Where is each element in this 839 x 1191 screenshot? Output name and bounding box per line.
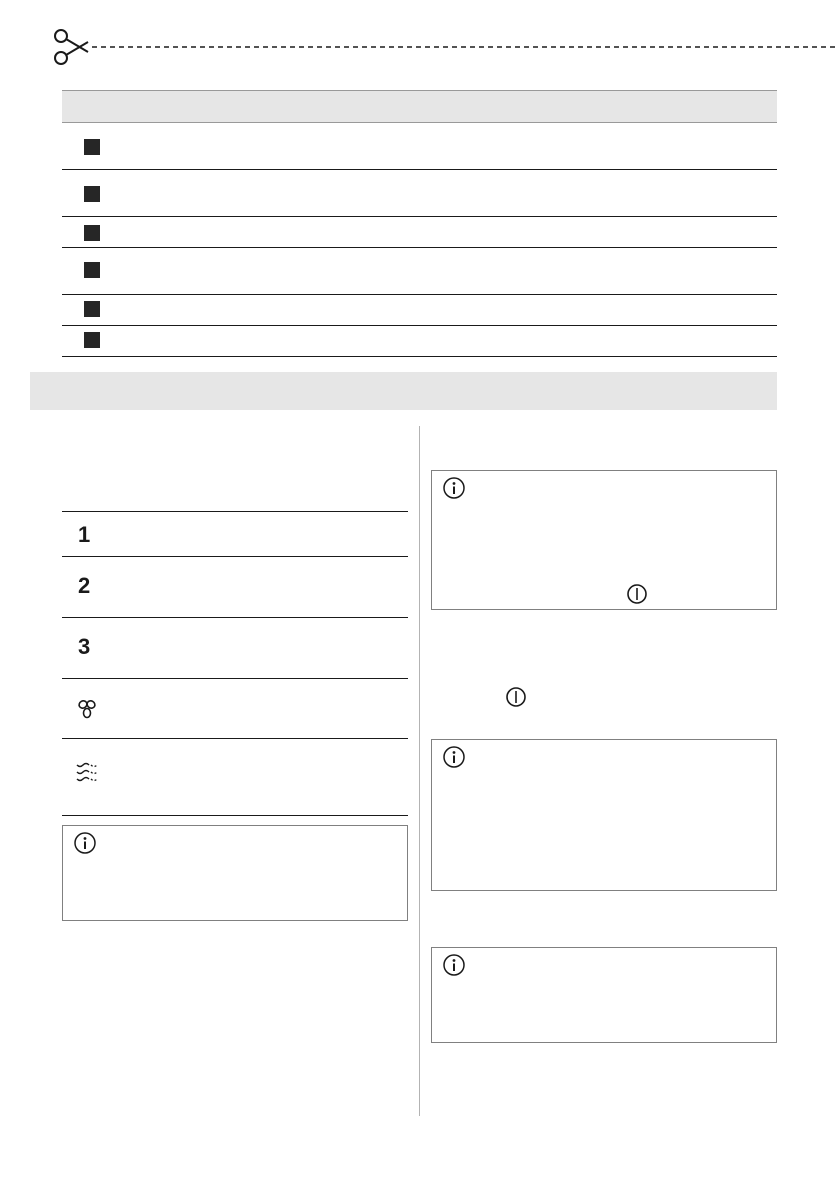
scissors-icon <box>55 30 88 64</box>
steam-icon <box>75 761 99 785</box>
info-box <box>62 825 408 921</box>
table-row <box>62 326 777 357</box>
info-icon <box>443 746 465 768</box>
info-box <box>431 947 777 1043</box>
table-row <box>62 738 408 816</box>
table-row <box>62 217 777 248</box>
column-divider <box>419 426 420 1116</box>
table-row <box>62 617 408 678</box>
square-marker <box>84 301 100 317</box>
square-marker <box>84 139 100 155</box>
power-icon <box>505 686 527 708</box>
table-row <box>62 248 777 295</box>
symbol-3: 3 <box>78 634 91 659</box>
section-heading-band <box>30 372 777 410</box>
table-row <box>62 556 408 617</box>
power-icon <box>626 583 648 605</box>
symbol-2: 2 <box>78 573 91 598</box>
table-row <box>62 123 777 170</box>
info-box <box>431 739 777 891</box>
fan-icon <box>77 699 97 719</box>
table-row <box>62 678 408 738</box>
info-icon <box>443 477 465 499</box>
square-marker <box>84 332 100 348</box>
table-row <box>62 295 777 326</box>
symbol-1: 1 <box>78 522 91 547</box>
cut-line <box>52 24 839 70</box>
square-marker <box>84 186 100 202</box>
top-table-header <box>62 90 777 123</box>
table-row <box>62 511 408 556</box>
top-table <box>62 90 777 357</box>
symbol-table <box>62 511 408 816</box>
square-marker <box>84 262 100 278</box>
table-row <box>62 170 777 217</box>
info-icon <box>74 832 96 854</box>
square-marker <box>84 225 100 241</box>
info-icon <box>443 954 465 976</box>
info-box <box>431 470 777 610</box>
